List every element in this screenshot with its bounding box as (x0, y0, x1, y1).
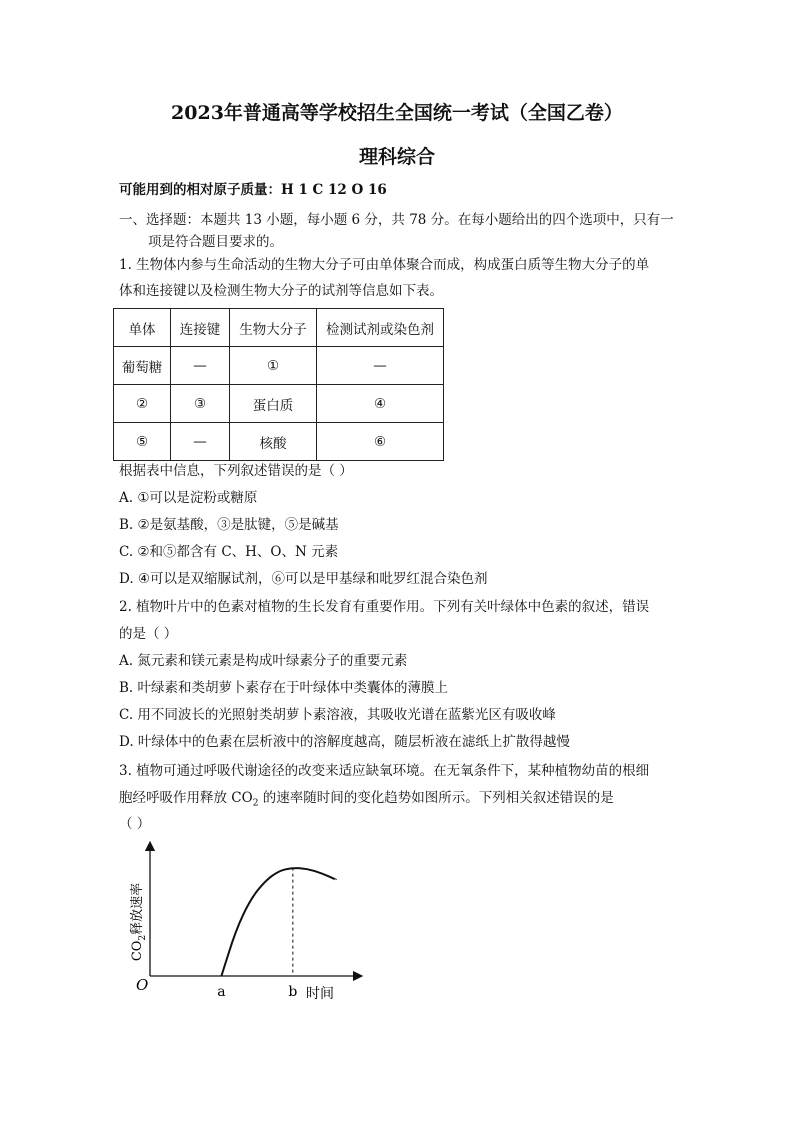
q1-stem-line1: 1. 生物体内参与生命活动的生物大分子可由单体聚合而成，构成蛋白质等生物大分子的单 (119, 257, 650, 273)
x-tick-label-b: b (288, 984, 298, 1000)
table-header-cell: 生物大分子 (230, 309, 317, 347)
table-row (114, 423, 444, 461)
table-cell: ③ (171, 385, 230, 423)
q2-option-a: A. 氮元素和镁元素是构成叶绿素分子的重要元素 (119, 653, 408, 669)
y-axis-label (129, 883, 148, 961)
q3-co2-subscript: 2 (252, 798, 259, 809)
q2-option-b: B. 叶绿素和类胡萝卜素存在于叶绿体中类囊体的薄膜上 (119, 680, 449, 696)
q2-option-c: C. 用不同波长的光照射类胡萝卜素溶液，其吸收光谱在蓝紫光区有吸收峰 (119, 707, 556, 723)
q1-question: 根据表中信息，下列叙述错误的是（ ） (119, 463, 353, 479)
y-axis-label-sub: 2 (138, 934, 148, 941)
section-instruction-line1: 一、选择题：本题共 13 小题，每小题 6 分，共 78 分。在每小题给出的四个选项中，只有一 (119, 212, 674, 228)
q3-stem-text: 胞经呼吸作用释放 CO (119, 790, 253, 806)
table-header-cell: 连接键 (171, 309, 230, 347)
table-cell: — (317, 347, 444, 385)
q1-stem-line2: 体和连接键以及检测生物大分子的试剂等信息如下表。 (119, 283, 443, 299)
q1-table (113, 308, 444, 461)
table-header-cell: 单体 (114, 309, 171, 347)
section-instruction-line2: 项是符合题目要求的。 (148, 234, 283, 250)
origin-label: O (136, 976, 149, 994)
y-axis-label-rest: 释放速率 (130, 882, 145, 935)
co2-curve (221, 868, 335, 976)
q1-option-a: A. ①可以是淀粉或糖原 (119, 490, 258, 506)
table-cell: ⑥ (317, 423, 444, 461)
q3-stem-line1: 3. 植物可通过呼吸代谢途径的改变来适应缺氧环境。在无氧条件下，某种植物幼苗的根细 (119, 763, 650, 779)
co2-release-chart (118, 838, 368, 1008)
table-cell: ① (230, 347, 317, 385)
table-cell: ② (114, 385, 171, 423)
exam-subtitle: 理科综合 (358, 146, 435, 168)
x-axis-label: 时间 (306, 986, 334, 1002)
q2-stem-line1: 2. 植物叶片中的色素对植物的生长发育有重要作用。下列有关叶绿体中色素的叙述，错误 (119, 599, 650, 615)
atomic-mass-line: 可能用到的相对原子质量：H 1 C 12 O 16 (119, 182, 387, 198)
q3-stem-line2 (119, 788, 614, 814)
table-row (114, 385, 444, 423)
table-header-row (114, 309, 444, 347)
exam-title: 2023年普通高等学校招生全国统一考试（全国乙卷） (171, 102, 623, 124)
q2-stem-line2: 的是（ ） (119, 626, 178, 642)
table-cell: — (171, 423, 230, 461)
table-cell: 蛋白质 (230, 385, 317, 423)
table-cell: 葡萄糖 (114, 347, 171, 385)
q1-option-b: B. ②是氨基酸，③是肽键，⑤是碱基 (119, 517, 339, 533)
table-cell: ④ (317, 385, 444, 423)
table-cell: ⑤ (114, 423, 171, 461)
q1-option-c: C. ②和⑤都含有 C、H、O、N 元素 (119, 544, 339, 560)
x-tick-label-a: a (217, 984, 226, 1000)
q3-stem-line3: （ ） (119, 816, 151, 832)
table-row (114, 347, 444, 385)
q2-option-d: D. 叶绿体中的色素在层析液中的溶解度越高，随层析液在滤纸上扩散得越慢 (119, 734, 570, 750)
q1-option-d: D. ④可以是双缩脲试剂，⑥可以是甲基绿和吡罗红混合染色剂 (119, 571, 488, 587)
y-axis-label-main: CO (130, 940, 145, 962)
table-header-cell: 检测试剂或染色剂 (317, 309, 444, 347)
q3-stem-text: 的速率随时间的变化趋势如图所示。下列相关叙述错误的是 (258, 790, 614, 806)
table-cell: 核酸 (230, 423, 317, 461)
table-cell: — (171, 347, 230, 385)
